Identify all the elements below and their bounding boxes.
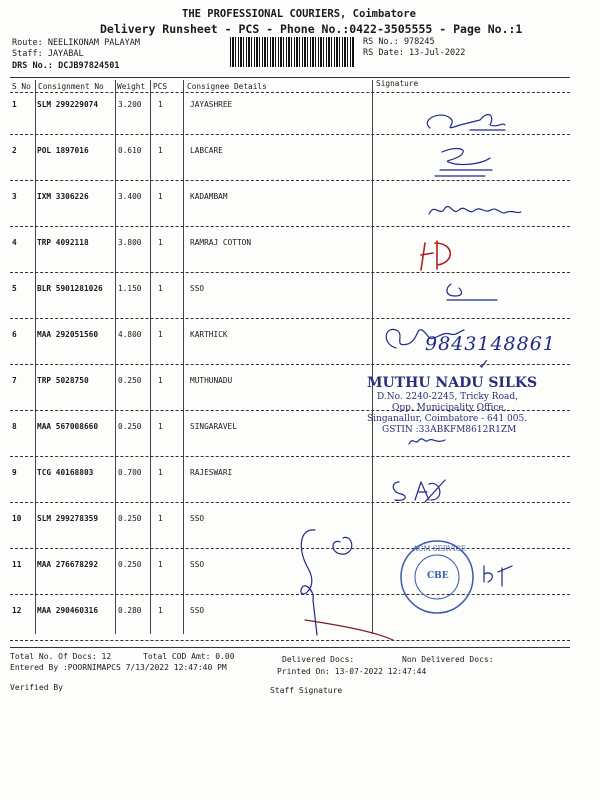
row-consignee: SINGARAVEL xyxy=(190,422,237,431)
row-weight: 0.250 xyxy=(118,422,142,431)
round-stamp-outer-text: ACM SERVICE xyxy=(413,545,467,553)
header-divider xyxy=(10,92,570,93)
printed-on: Printed On: 13-07-2022 12:47:44 xyxy=(277,667,427,676)
col-divider xyxy=(35,80,36,634)
row-sno: 11 xyxy=(12,560,22,569)
col-header-pcs: PCS xyxy=(153,82,168,91)
row-divider xyxy=(10,502,570,503)
row-weight: 0.250 xyxy=(118,514,142,523)
signature-row-3 xyxy=(425,196,525,226)
signature-row-9 xyxy=(385,472,455,507)
handwritten-phone: 9843148861 xyxy=(425,333,556,355)
row-pcs: 1 xyxy=(158,422,163,431)
rs-date: RS Date: 13-Jul-2022 xyxy=(363,48,466,58)
row-consignee: RAJESWARI xyxy=(190,468,233,477)
row-consignment-no: TRP 5028750 xyxy=(37,376,89,385)
footer-divider xyxy=(10,647,570,648)
col-divider xyxy=(115,80,116,634)
stamp-address-3: Singanallur, Coimbatore - 641 005. xyxy=(367,414,528,424)
drs-label: DRS No.: xyxy=(12,61,53,71)
row-consignment-no: MAA 292051560 xyxy=(37,330,99,339)
row-sno: 1 xyxy=(12,100,17,109)
row-consignee: SSO xyxy=(190,606,205,615)
row-consignment-no: BLR 5901281026 xyxy=(37,284,103,293)
row-divider xyxy=(10,226,570,227)
row-consignment-no: MAA 276678292 xyxy=(37,560,99,569)
row-weight: 0.250 xyxy=(118,376,142,385)
row-sno: 2 xyxy=(12,146,17,155)
row-consignee: JAYASHREE xyxy=(190,100,233,109)
row-consignee: MUTHUNADU xyxy=(190,376,233,385)
col-header-consignee: Consignee Details xyxy=(187,82,267,91)
row-pcs: 1 xyxy=(158,238,163,247)
row-consignee: SSO xyxy=(190,560,205,569)
drs-value: DCJB97824501 xyxy=(58,61,120,71)
staff-signature: Staff Signature xyxy=(270,686,343,695)
row-pcs: 1 xyxy=(158,514,163,523)
col-header-weight: Weight xyxy=(117,82,146,91)
barcode xyxy=(230,37,355,67)
signature-row-2 xyxy=(430,142,510,182)
row-weight: 1.150 xyxy=(118,284,142,293)
row-pcs: 1 xyxy=(158,606,163,615)
row-weight: 4.800 xyxy=(118,330,142,339)
signature-row-11 xyxy=(478,560,528,590)
signature-row-5 xyxy=(435,278,505,308)
stamp-address-1: D.No. 2240-2245, Tricky Road, xyxy=(377,392,518,402)
company-name: THE PROFESSIONAL COURIERS, Coimbatore xyxy=(182,8,416,20)
row-sno: 9 xyxy=(12,468,17,477)
row-pcs: 1 xyxy=(158,284,163,293)
row-sno: 7 xyxy=(12,376,17,385)
row-divider xyxy=(10,456,570,457)
stamp-address-2: Opp. Municipality Office, xyxy=(392,403,507,413)
rs-number: RS No.: 978245 xyxy=(363,37,435,47)
row-pcs: 1 xyxy=(158,560,163,569)
col-divider xyxy=(150,80,151,634)
round-stamp-inner-text: CBE xyxy=(427,571,449,581)
row-consignment-no: SLM 299278359 xyxy=(37,514,99,523)
row-sno: 3 xyxy=(12,192,17,201)
row-consignment-no: TCG 40168803 xyxy=(37,468,94,477)
row-consignee: KADAMBAM xyxy=(190,192,228,201)
row-divider xyxy=(10,272,570,273)
row-consignee: LABCARE xyxy=(190,146,223,155)
runsheet-title: Delivery Runsheet - PCS - Phone No.:0422-3505555 - Page No.:1 xyxy=(100,22,523,36)
row-sno: 5 xyxy=(12,284,17,293)
handwritten-tick: ✓ xyxy=(478,357,490,373)
row-weight: 0.700 xyxy=(118,468,142,477)
row-pcs: 1 xyxy=(158,468,163,477)
signature-row-1 xyxy=(410,100,510,140)
col-divider xyxy=(183,80,184,634)
total-cod: Total COD Amt: 0.00 xyxy=(143,652,235,661)
row-pcs: 1 xyxy=(158,146,163,155)
table-top-border xyxy=(10,77,570,78)
entered-by: Entered By :POORNIMAPCS 7/13/2022 12:47:40 PM xyxy=(10,663,227,672)
row-pcs: 1 xyxy=(158,330,163,339)
row-weight: 3.400 xyxy=(118,192,142,201)
row-divider xyxy=(10,318,570,319)
verified-by: Verified By xyxy=(10,683,63,692)
row-consignee: KARTHICK xyxy=(190,330,228,339)
delivered-docs: Delivered Docs: xyxy=(282,655,355,664)
row-consignment-no: MAA 567008660 xyxy=(37,422,99,431)
col-header-signature: Signature xyxy=(376,79,419,88)
row-consignment-no: IXM 3306226 xyxy=(37,192,89,201)
row-sno: 12 xyxy=(12,606,22,615)
col-header-consignment: Consignment No xyxy=(38,82,104,91)
signature-row-4 xyxy=(415,235,465,275)
row-pcs: 1 xyxy=(158,376,163,385)
row-sno: 6 xyxy=(12,330,17,339)
row-consignee: SSO xyxy=(190,284,205,293)
row-weight: 3.800 xyxy=(118,238,142,247)
row-sno: 4 xyxy=(12,238,17,247)
row-sno: 8 xyxy=(12,422,17,431)
row-consignment-no: POL 1897016 xyxy=(37,146,89,155)
row-consignment-no: SLM 299229074 xyxy=(37,100,99,109)
col-header-sno: S No xyxy=(12,82,31,91)
route-label: Route: NEELIKONAM PALAYAM xyxy=(12,38,140,48)
row-weight: 3.200 xyxy=(118,100,142,109)
total-docs: Total No. Of Docs: 12 xyxy=(10,652,112,661)
staff-label: Staff: JAYABAL xyxy=(12,49,84,59)
row-consignment-no: TRP 4092118 xyxy=(37,238,89,247)
row-weight: 0.280 xyxy=(118,606,142,615)
drs-number xyxy=(12,61,120,71)
signature-rows-10-12 xyxy=(285,520,395,660)
signature-row-8 xyxy=(405,432,455,448)
row-weight: 0.610 xyxy=(118,146,142,155)
row-consignee: RAMRAJ COTTON xyxy=(190,238,252,247)
non-delivered-docs: Non Delivered Docs: xyxy=(402,655,494,664)
row-sno: 10 xyxy=(12,514,22,523)
stamp-name: MUTHU NADU SILKS xyxy=(367,375,538,391)
row-pcs: 1 xyxy=(158,192,163,201)
row-pcs: 1 xyxy=(158,100,163,109)
stamp-gstin: GSTIN :33ABKFM8612R1ZM xyxy=(382,425,517,435)
row-consignee: SSO xyxy=(190,514,205,523)
row-weight: 0.250 xyxy=(118,560,142,569)
row-consignment-no: MAA 290460316 xyxy=(37,606,99,615)
